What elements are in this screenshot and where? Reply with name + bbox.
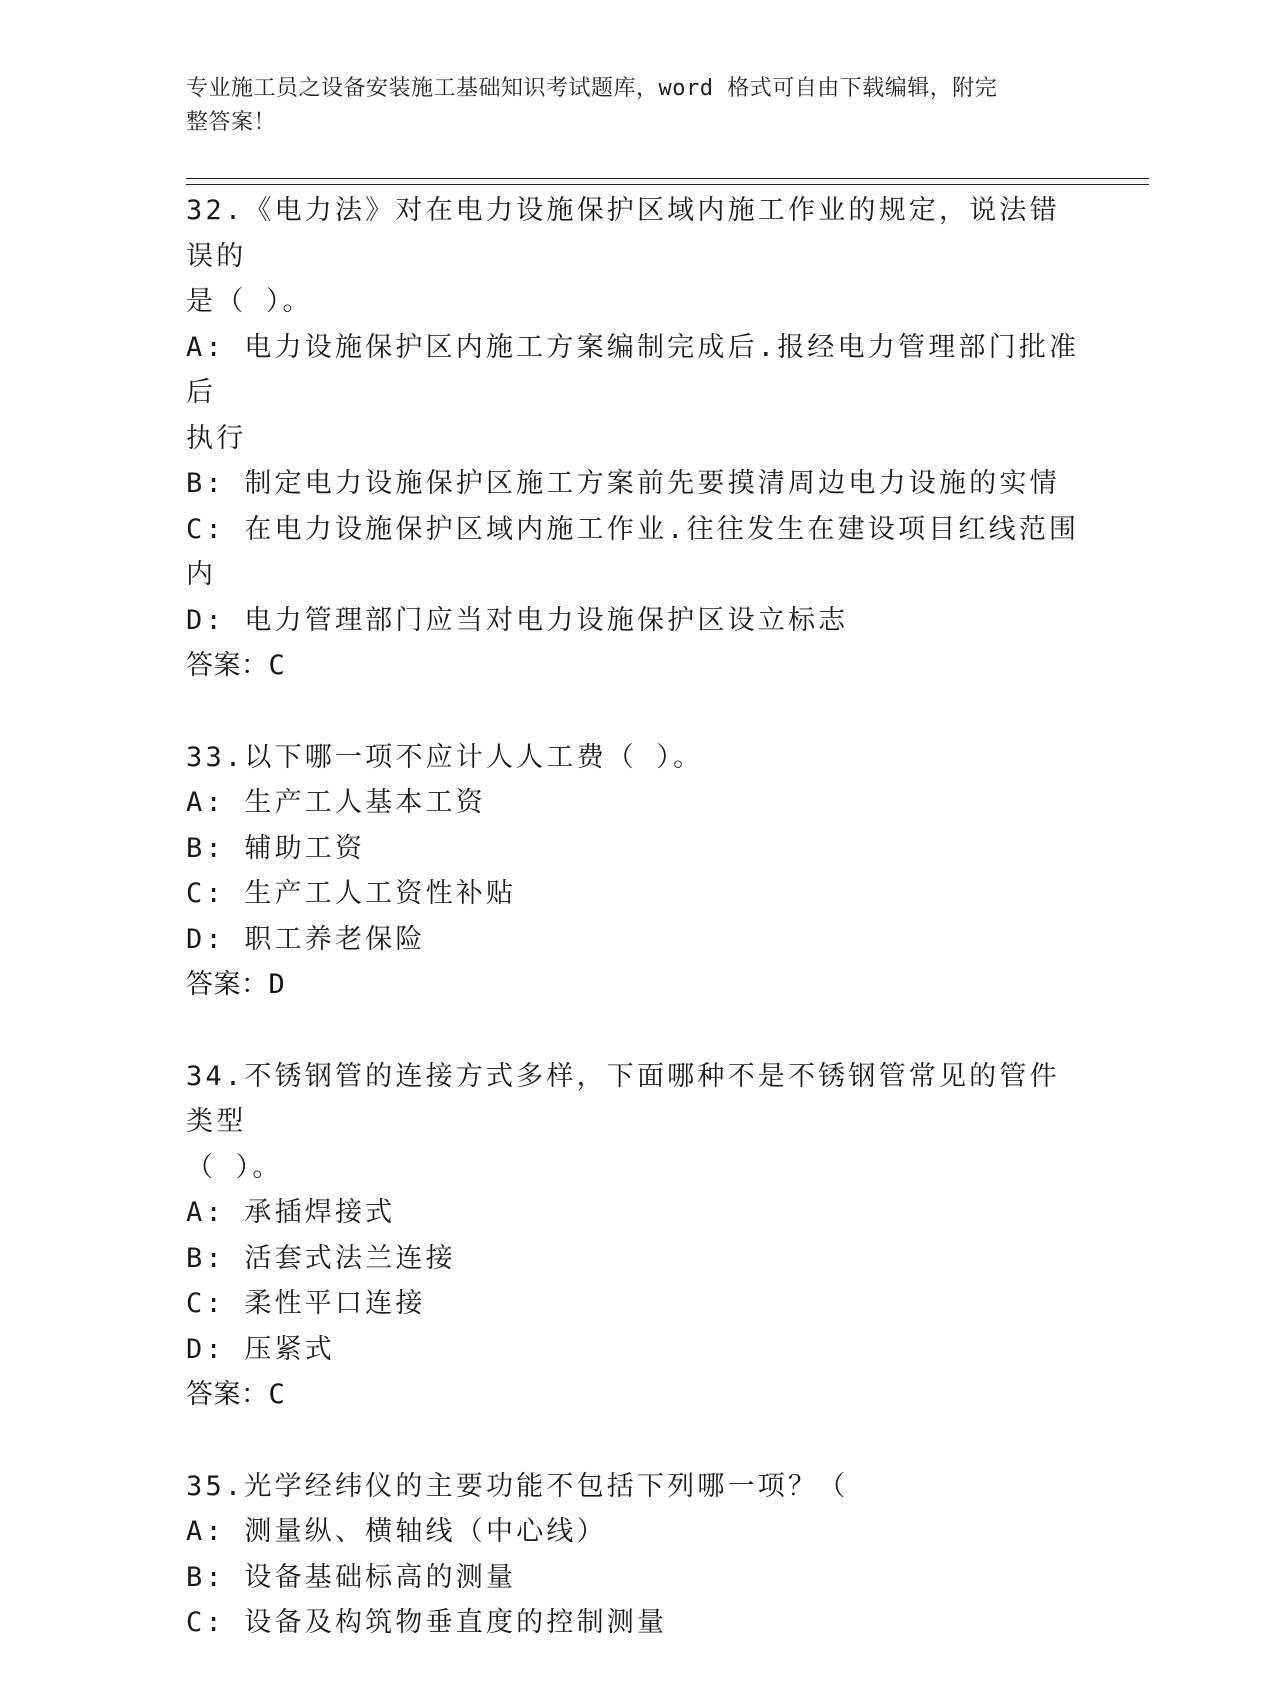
document-header (186, 72, 1066, 140)
option-line: C: 设备及构筑物垂直度的控制测量 (186, 1607, 668, 1638)
answer-line (186, 1372, 1086, 1418)
question-list (186, 188, 1086, 1692)
answer-line (186, 962, 1086, 1008)
question-stem-line: 32.《电力法》对在电力设施保护区域内施工作业的规定，说法错误的 (186, 195, 1060, 272)
option-line: A: 生产工人基本工资 (186, 787, 486, 818)
option-line: D: 压紧式 (186, 1333, 335, 1365)
option-line: D: 职工养老保险 (186, 923, 426, 955)
answer-label: 答案： (186, 1379, 269, 1410)
option-line: B: 活套式法兰连接 (186, 1242, 456, 1274)
option-line: B: 设备基础标高的测量 (186, 1561, 517, 1593)
question-block (186, 735, 1086, 1008)
answer-label: 答案： (186, 650, 269, 681)
question-block (186, 188, 1086, 689)
option-line: C: 在电力设施保护区域内施工作业.往往发生在建设项目红线范围内 (186, 513, 1080, 590)
question-stem-line: 33.以下哪一项不应计人人工费（ ）。 (186, 741, 704, 773)
question-block (186, 1464, 1086, 1646)
answer-value: D (268, 969, 286, 1000)
question-stem-line: 34.不锈钢管的连接方式多样，下面哪种不是不锈钢管常见的管件类型 (186, 1060, 1060, 1137)
question-stem-line: 35.光学经纬仪的主要功能不包括下列哪一项？（ (186, 1470, 849, 1502)
header-divider-top (186, 178, 1149, 179)
answer-label: 答案： (186, 969, 269, 1000)
header-line-2: 整答案！ (186, 110, 277, 135)
question-stem-line: （ ）。 (186, 1151, 283, 1183)
header-line-1: 专业施工员之设备安装施工基础知识考试题库，word 格式可自由下载编辑，附完 (186, 76, 998, 101)
answer-value: C (268, 650, 286, 681)
header-divider-bottom (186, 184, 1149, 185)
option-line: C: 生产工人工资性补贴 (186, 878, 517, 909)
option-line: B: 辅助工资 (186, 832, 366, 864)
option-line: A: 电力设施保护区内施工方案编制完成后.报经电力管理部门批准后 (186, 331, 1080, 408)
question-block (186, 1054, 1086, 1418)
option-line: A: 承插焊接式 (186, 1197, 396, 1228)
answer-value: C (268, 1379, 286, 1410)
answer-line (186, 643, 1086, 689)
option-line: D: 电力管理部门应当对电力设施保护区设立标志 (186, 604, 849, 636)
option-line: A: 测量纵、横轴线（中心线） (186, 1516, 607, 1547)
question-stem-line: 是（ ）。 (186, 286, 313, 317)
option-line: B: 制定电力设施保护区施工方案前先要摸清周边电力设施的实情 (186, 468, 1060, 499)
option-line: 执行 (186, 422, 247, 454)
option-line: C: 柔性平口连接 (186, 1288, 426, 1319)
